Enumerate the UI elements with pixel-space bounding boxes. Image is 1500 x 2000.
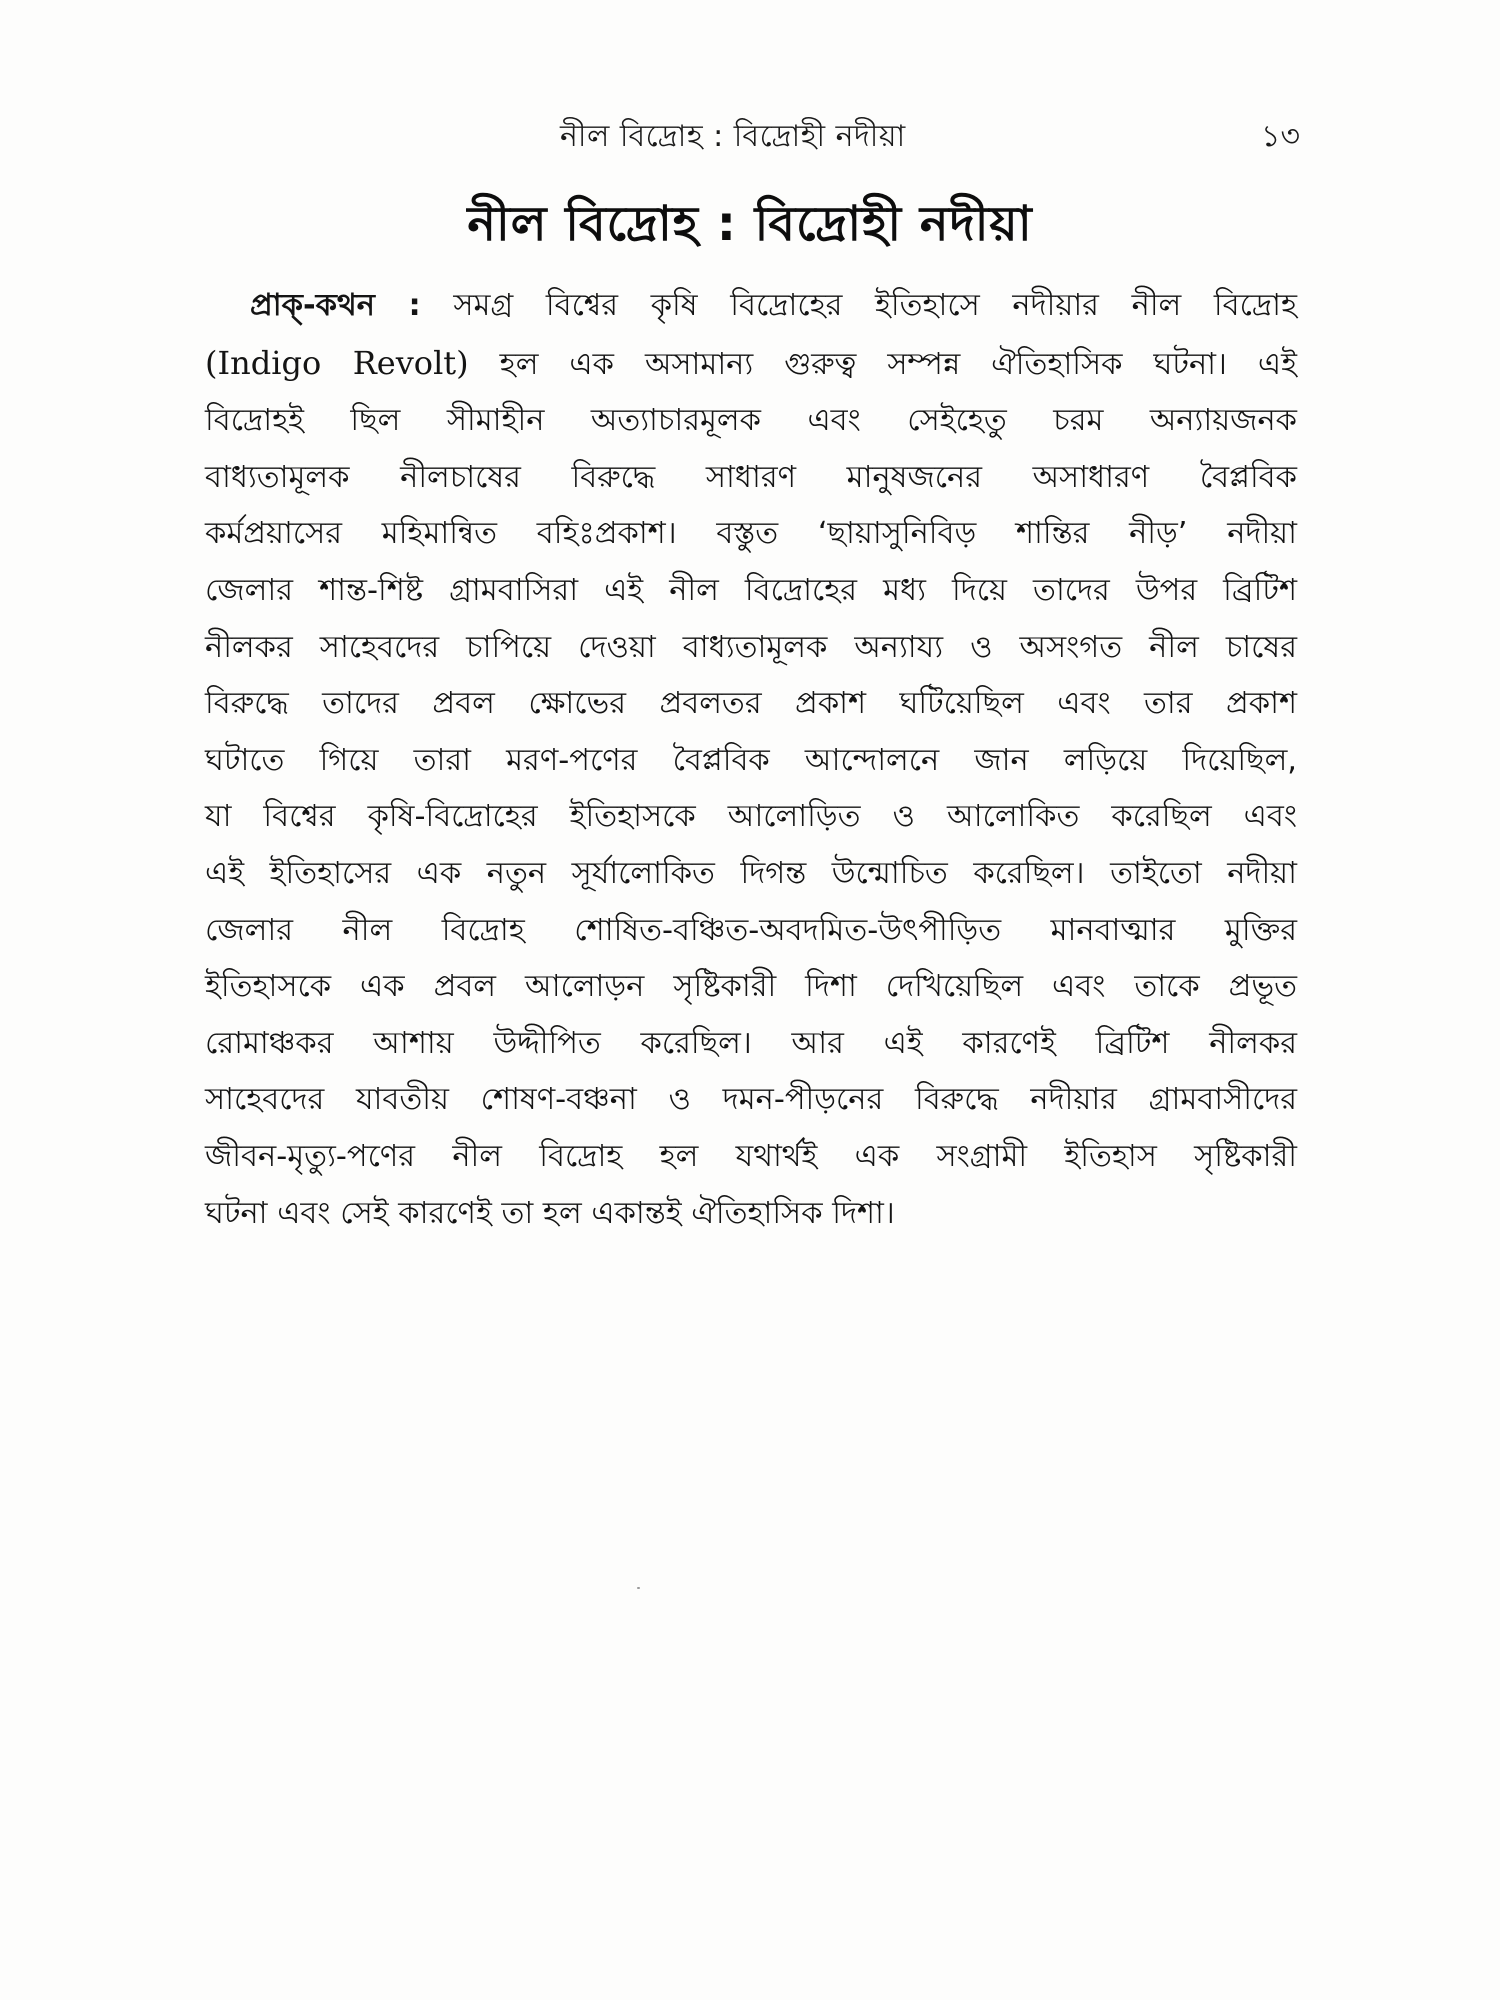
paragraph-line: কর্মপ্রয়াসের মহিমান্বিত বহিঃপ্রকাশ। বস্তুত ‘ছায়াসুনিবিড় শান্তির নীড়’ নদীয়া <box>205 516 1297 552</box>
paragraph-line <box>205 335 1297 394</box>
scan-speck <box>637 1587 640 1589</box>
paragraph-line: জীবন-মৃত্যু-পণের নীল বিদ্রোহ হল যথার্থই এক সংগ্রামী ইতিহাস সৃষ্টিকারী <box>205 1138 1297 1174</box>
paragraph-line <box>205 278 1297 335</box>
paragraph-line: নীলকর সাহেবদের চাপিয়ে দেওয়া বাধ্যতামূলক অন্যায্য ও অসংগত নীল চাষের <box>205 629 1297 665</box>
paragraph-line: বাধ্যতামূলক নীলচাষের বিরুদ্ধে সাধারণ মানুষজনের অসাধারণ বৈপ্লবিক <box>205 459 1297 495</box>
paragraph-line: বিদ্রোহই ছিল সীমাহীন অত্যাচারমূলক এবং সেইহেতু চরম অন্যায়জনক <box>205 403 1297 439</box>
running-header-title: নীল বিদ্রোহ : বিদ্রোহী নদীয়া <box>560 119 906 154</box>
page-number: ১৩ <box>1261 119 1300 154</box>
paragraph-line: যা বিশ্বের কৃষি-বিদ্রোহের ইতিহাসকে আলোড়িত ও আলোকিত করেছিল এবং <box>205 799 1297 835</box>
english-term: (Indigo Revolt) <box>205 343 469 382</box>
line-text: হল এক অসামান্য গুরুত্ব সম্পন্ন ঐতিহাসিক ঘটনা। এই <box>499 346 1298 382</box>
paragraph-line: এই ইতিহাসের এক নতুন সূর্যালোকিত দিগন্ত উন্মোচিত করেছিল। তাইতো নদীয়া <box>205 855 1297 891</box>
chapter-title: নীল বিদ্রোহ : বিদ্রোহী নদীয়া <box>467 196 1033 252</box>
paragraph-line: জেলার শান্ত-শিষ্ট গ্রামবাসিরা এই নীল বিদ্রোহের মধ্য দিয়ে তাদের উপর ব্রিটিশ <box>205 572 1297 608</box>
paragraph-line: রোমাঞ্চকর আশায় উদ্দীপিত করেছিল। আর এই কারণেই ব্রিটিশ নীলকর <box>205 1025 1297 1061</box>
paragraph-line: জেলার নীল বিদ্রোহ শোষিত-বঞ্চিত-অবদমিত-উৎপীড়িত মানবাত্মার মুক্তির <box>205 912 1297 948</box>
paragraph-lead: প্রাক্-কথন : <box>250 288 421 323</box>
body-paragraph <box>205 278 1297 1242</box>
paragraph-line: ঘটাতে গিয়ে তারা মরণ-পণের বৈপ্লবিক আন্দোলনে জান লড়িয়ে দিয়েছিল, <box>205 742 1297 778</box>
paragraph-line: ইতিহাসকে এক প্রবল আলোড়ন সৃষ্টিকারী দিশা দেখিয়েছিল এবং তাকে প্রভূত <box>205 969 1297 1005</box>
paragraph-line: সাহেবদের যাবতীয় শোষণ-বঞ্চনা ও দমন-পীড়নের বিরুদ্ধে নদীয়ার গ্রামবাসীদের <box>205 1082 1297 1118</box>
paragraph-line: বিরুদ্ধে তাদের প্রবল ক্ষোভের প্রবলতর প্রকাশ ঘটিয়েছিল এবং তার প্রকাশ <box>205 686 1297 722</box>
paragraph-line: ঘটনা এবং সেই কারণেই তা হল একান্তই ঐতিহাসিক দিশা। <box>205 1195 895 1231</box>
line-text: সমগ্র বিশ্বের কৃষি বিদ্রোহের ইতিহাসে নদীয়ার নীল বিদ্রোহ <box>453 288 1298 323</box>
